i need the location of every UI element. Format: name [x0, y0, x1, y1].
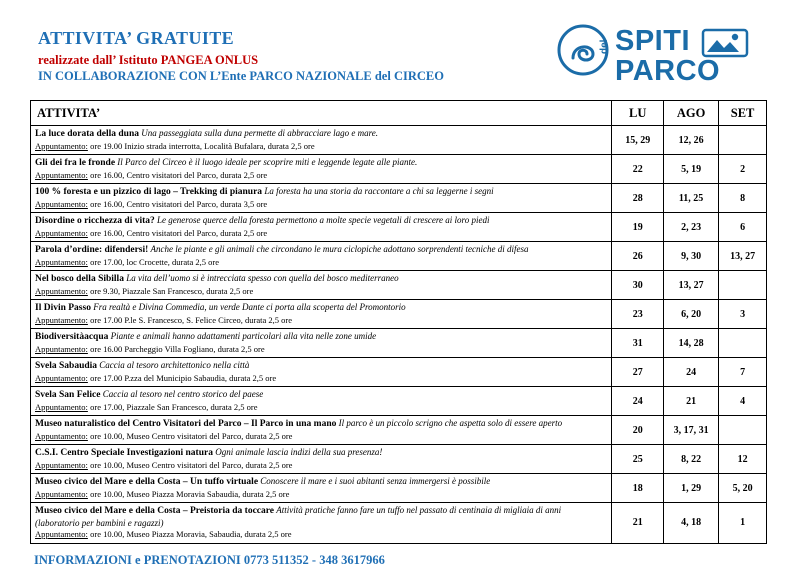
- table-row: [31, 416, 767, 445]
- dates-set-cell: 7: [719, 358, 767, 387]
- dates-lu-cell: 23: [612, 300, 664, 329]
- dates-lu-cell: 15, 29: [612, 126, 664, 155]
- dates-ago-cell: 24: [663, 358, 718, 387]
- page-title: ATTIVITA’ GRATUITE: [38, 28, 235, 48]
- activity-subtitle: Caccia al tesoro nel centro storico del paese: [102, 389, 264, 399]
- dates-ago-cell: 4, 18: [663, 503, 718, 544]
- activity-title: Museo civico del Mare e della Costa – Un tuffo virtuale: [35, 477, 259, 487]
- table-row: [31, 503, 767, 544]
- appointment-details: ore 10.00, Museo Centro visitatori del Parco, durata 2,5 ore: [90, 430, 293, 441]
- dates-ago-cell: 5, 19: [663, 155, 718, 184]
- activity-title: 100 % foresta e un pizzico di lago – Trekking di pianura: [35, 187, 263, 197]
- dates-lu-cell: 22: [612, 155, 664, 184]
- table-header-row: [31, 101, 767, 126]
- activity-cell: [31, 213, 612, 242]
- dates-set-cell: 8: [719, 184, 767, 213]
- dates-set-cell: [719, 126, 767, 155]
- appointment-label: Appuntamento:: [35, 529, 88, 539]
- appointment-details: ore 10.00, Museo Piazza Moravia Sabaudia, durata 2,5 ore: [90, 488, 290, 499]
- dates-set-cell: [719, 329, 767, 358]
- appointment-label: Appuntamento:: [35, 372, 88, 383]
- activity-subtitle: Il Parco del Circeo è il luogo ideale per scoprire miti e leggende legate alle piante.: [117, 157, 418, 167]
- appointment-label: Appuntamento:: [35, 343, 88, 354]
- activity-title: Museo civico del Mare e della Costa – Preistoria da toccare: [35, 506, 275, 516]
- table-row: [31, 126, 767, 155]
- appointment-label: Appuntamento:: [35, 459, 88, 470]
- activity-cell: [31, 126, 612, 155]
- appointment-details: ore 16.00, Centro visitatori del Parco, durata 3,5 ore: [90, 198, 268, 209]
- appointment-details: ore 16.00, Centro visitatori del Parco, durata 2,5 ore: [90, 227, 268, 238]
- activity-subtitle: Conoscere il mare e i suoi abitanti senza immergersi è possibile: [260, 476, 491, 486]
- activity-cell: [31, 329, 612, 358]
- table-row: [31, 387, 767, 416]
- activity-subtitle: Anche le piante e gli animali che circondano le mura ciclopiche adottano sorprendenti tecniche di difesa: [150, 244, 529, 254]
- activity-cell: [31, 445, 612, 474]
- spiti-del-parco-logo: [553, 24, 763, 96]
- dates-lu-cell: 24: [612, 387, 664, 416]
- dates-set-cell: [719, 416, 767, 445]
- appointment-details: ore 10.00, Museo Piazza Moravia, Sabaudia, durata 2,5 ore: [90, 529, 292, 539]
- dates-ago-cell: 12, 26: [663, 126, 718, 155]
- dates-ago-cell: 3, 17, 31: [663, 416, 718, 445]
- dates-ago-cell: 21: [663, 387, 718, 416]
- column-header-set: SET: [719, 101, 767, 126]
- table-row: [31, 271, 767, 300]
- appointment-label: Appuntamento:: [35, 430, 88, 441]
- column-header-lu: LU: [612, 101, 664, 126]
- table-header: [31, 101, 767, 126]
- activity-subtitle: Caccia al tesoro architettonico nella città: [99, 360, 250, 370]
- activity-subtitle: Fra realtà e Divina Commedia, un verde Dante ci porta alla scoperta del Promontorio: [93, 302, 406, 312]
- dates-ago-cell: 6, 20: [663, 300, 718, 329]
- appointment-label: Appuntamento:: [35, 256, 88, 267]
- document-header: [30, 25, 767, 96]
- activity-cell: [31, 358, 612, 387]
- activity-title: Il Divin Passo: [35, 303, 91, 313]
- appointment-details: ore 19.00 Inizio strada interrotta, Località Bufalara, durata 2,5 ore: [90, 140, 315, 151]
- appointment-details: ore 10.00, Museo Centro visitatori del Parco, durata 2,5 ore: [90, 459, 293, 470]
- activities-table: [30, 100, 767, 544]
- activity-subtitle: Ogni animale lascia indizi della sua presenza!: [215, 447, 383, 457]
- appointment-label: Appuntamento:: [35, 401, 88, 412]
- table-row: [31, 358, 767, 387]
- activity-cell: [31, 474, 612, 503]
- subtitle-organizer: realizzate dall’ Istituto PANGEA ONLUS: [38, 53, 259, 67]
- activity-title: La luce dorata della duna: [35, 129, 139, 139]
- activity-subtitle: Il parco è un piccolo scrigno che aspetta solo di essere aperto: [338, 418, 563, 428]
- column-header-ago: AGO: [663, 101, 718, 126]
- activity-cell: [31, 300, 612, 329]
- appointment-label: Appuntamento:: [35, 227, 88, 238]
- activity-subtitle: Una passeggiata sulla duna permette di abbracciare lago e mare.: [141, 128, 379, 138]
- activity-title: Disordine o ricchezza di vita?: [35, 216, 155, 226]
- activity-cell: [31, 242, 612, 271]
- appointment-details: ore 16.00 Parcheggio Villa Fogliano, durata 2,5 ore: [90, 343, 265, 354]
- activity-title: Svela San Felice: [35, 390, 101, 400]
- dates-ago-cell: 1, 29: [663, 474, 718, 503]
- appointment-label: Appuntamento:: [35, 314, 88, 325]
- logo-wordmark: [615, 26, 720, 86]
- table-row: [31, 213, 767, 242]
- dates-lu-cell: 20: [612, 416, 664, 445]
- dates-lu-cell: 19: [612, 213, 664, 242]
- appointment-details: ore 17.00 P.le S. Francesco, S. Felice Circeo, durata 2,5 ore: [90, 314, 292, 325]
- dates-set-cell: 12: [719, 445, 767, 474]
- activity-cell: [31, 184, 612, 213]
- dates-set-cell: 13, 27: [719, 242, 767, 271]
- dates-lu-cell: 18: [612, 474, 664, 503]
- table-row: [31, 474, 767, 503]
- appointment-label: Appuntamento:: [35, 285, 88, 296]
- dates-set-cell: 6: [719, 213, 767, 242]
- activity-title: Museo naturalistico del Centro Visitatori del Parco – Il Parco in una mano: [35, 419, 337, 429]
- appointment-label: Appuntamento:: [35, 169, 88, 180]
- dates-set-cell: 2: [719, 155, 767, 184]
- dates-ago-cell: 11, 25: [663, 184, 718, 213]
- dates-set-cell: 4: [719, 387, 767, 416]
- appointment-label: Appuntamento:: [35, 140, 88, 151]
- table-row: [31, 445, 767, 474]
- dates-lu-cell: 26: [612, 242, 664, 271]
- dates-ago-cell: 13, 27: [663, 271, 718, 300]
- activity-cell: [31, 416, 612, 445]
- dates-lu-cell: 30: [612, 271, 664, 300]
- activity-title: Nel bosco della Sibilla: [35, 274, 124, 284]
- column-header-attivita: ATTIVITA’: [31, 101, 612, 126]
- dates-set-cell: [719, 271, 767, 300]
- activity-title: C.S.I. Centro Speciale Investigazioni natura: [35, 448, 213, 458]
- dates-set-cell: 1: [719, 503, 767, 544]
- appointment-label: Appuntamento:: [35, 198, 88, 209]
- appointment-label: Appuntamento:: [35, 488, 88, 499]
- logo-line-2: PARCO: [615, 55, 721, 87]
- activity-subtitle: La foresta ha una storia da raccontare a chi sa leggerne i segni: [264, 186, 494, 196]
- activity-title: Svela Sabaudia: [35, 361, 98, 371]
- appointment-details: ore 17.00, Piazzale San Francesco, durata 2,5 ore: [90, 401, 258, 412]
- activity-cell: [31, 271, 612, 300]
- table-row: [31, 184, 767, 213]
- table-row: [31, 155, 767, 184]
- dates-lu-cell: 25: [612, 445, 664, 474]
- logo-del-text: del: [599, 39, 610, 54]
- dates-lu-cell: 31: [612, 329, 664, 358]
- table-row: [31, 300, 767, 329]
- table-row: [31, 242, 767, 271]
- activity-title: Biodiversitàacqua: [35, 332, 109, 342]
- appointment-details: ore 9.30, Piazzale San Francesco, durata 2,5 ore: [90, 285, 254, 296]
- dates-set-cell: 3: [719, 300, 767, 329]
- appointment-details: ore 17.00, loc Crocette, durata 2,5 ore: [90, 256, 220, 267]
- dates-ago-cell: 14, 28: [663, 329, 718, 358]
- activity-subtitle: Le generose querce della foresta permettono a molte specie vegetali di crescere ai loro piedi: [157, 215, 490, 225]
- dates-lu-cell: 21: [612, 503, 664, 544]
- activity-subtitle: La vita dell’uomo si è intrecciata spesso con quella del bosco mediterraneo: [126, 273, 399, 283]
- appointment-details: ore 16.00, Centro visitatori del Parco, durata 2,5 ore: [90, 169, 268, 180]
- activity-cell: [31, 387, 612, 416]
- logo-line-1: SPITI: [615, 25, 691, 57]
- dates-lu-cell: 27: [612, 358, 664, 387]
- activity-subtitle: Piante e animali hanno adattamenti particolari alla vita nelle zone umide: [110, 331, 377, 341]
- dates-lu-cell: 28: [612, 184, 664, 213]
- appointment-details: ore 17.00 P.zza del Municipio Sabaudia, durata 2,5 ore: [90, 372, 277, 383]
- activity-subtitle: Attività pratiche fanno fare un tuffo nel passato di centinaia di migliaia di anni (laboratorio per bambini e ragazzi): [35, 505, 562, 528]
- footer-contact: INFORMAZIONI e PRENOTAZIONI 0773 511352 - 348 3617966: [34, 552, 385, 567]
- activity-title: Parola d’ordine: difendersi!: [35, 245, 149, 255]
- subtitle-collaboration: IN COLLABORAZIONE CON L’Ente PARCO NAZIONALE del CIRCEO: [38, 69, 444, 83]
- activity-cell: [31, 503, 612, 544]
- dates-ago-cell: 9, 30: [663, 242, 718, 271]
- dates-ago-cell: 2, 23: [663, 213, 718, 242]
- activity-cell: [31, 155, 612, 184]
- dates-set-cell: 5, 20: [719, 474, 767, 503]
- dates-ago-cell: 8, 22: [663, 445, 718, 474]
- activity-title: Gli dei fra le fronde: [35, 158, 116, 168]
- table-row: [31, 329, 767, 358]
- table-body: [31, 126, 767, 544]
